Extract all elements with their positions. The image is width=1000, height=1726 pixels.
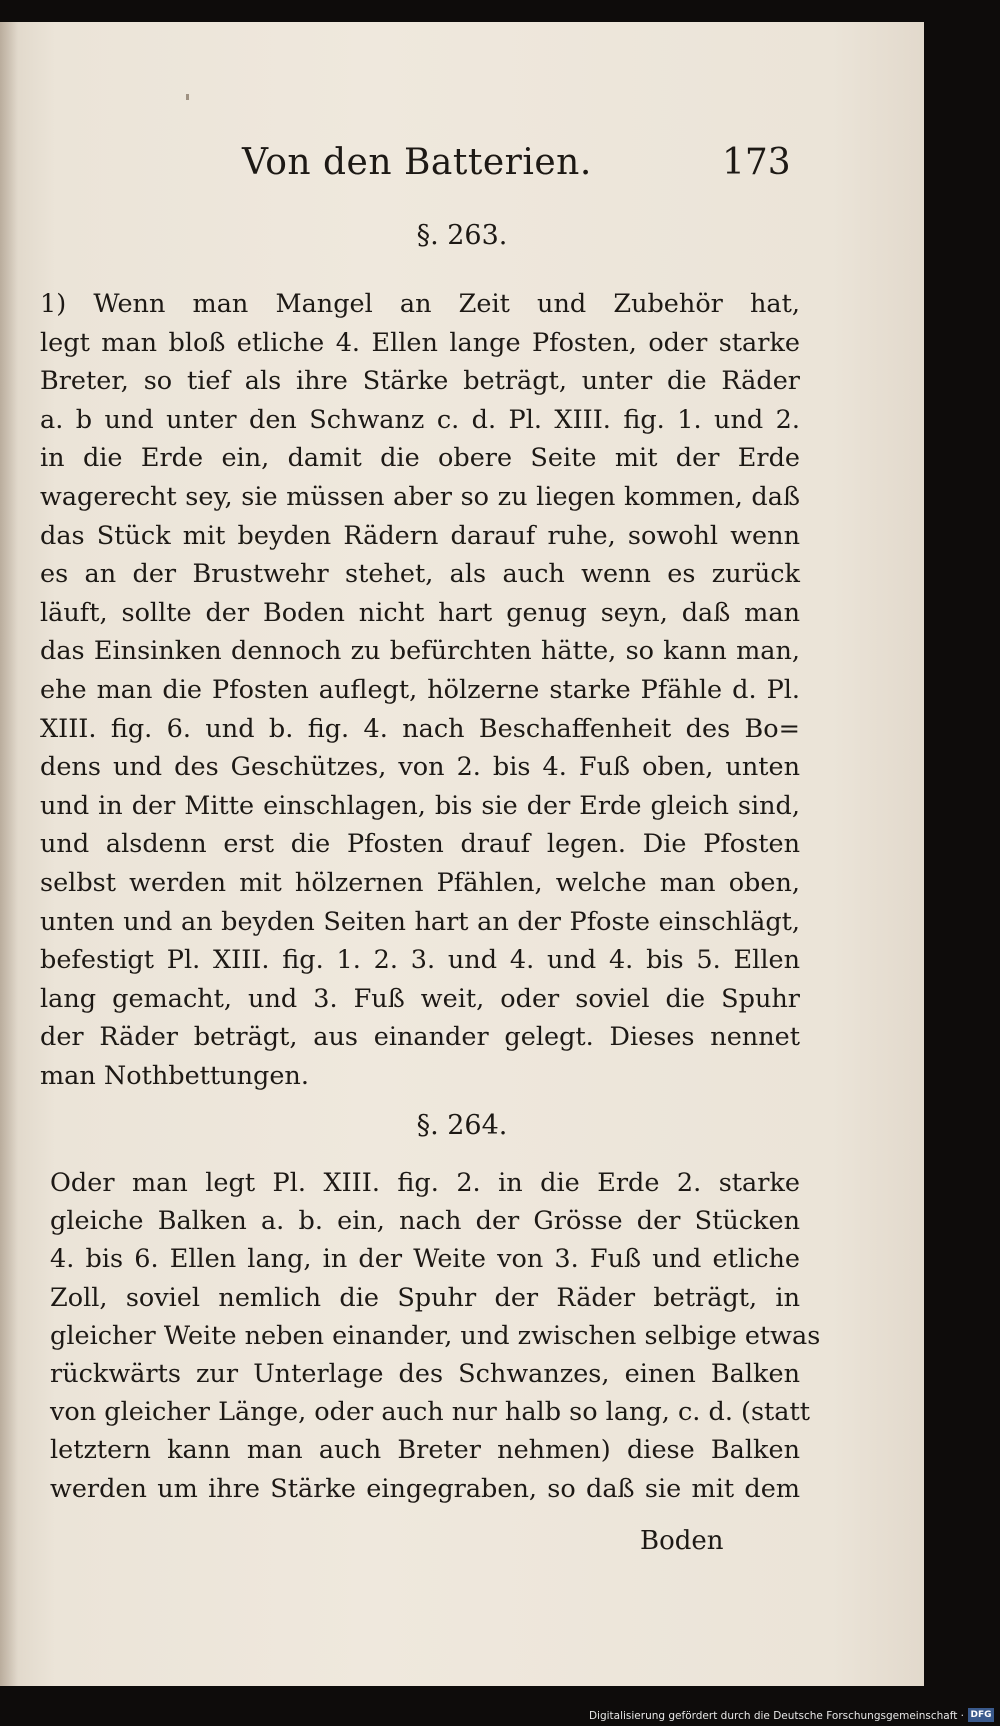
text-line: gleicher Weite neben einander, und zwischen selbige etwas xyxy=(50,1320,821,1351)
text-line: der Räder beträgt, aus einander gelegt. Dieses nennet xyxy=(40,1022,800,1053)
text-line: von gleicher Länge, oder auch nur halb so lang, c. d. (statt xyxy=(50,1397,811,1428)
paragraph-264 xyxy=(50,1164,821,1508)
ink-speck xyxy=(186,94,189,100)
page-number: 173 xyxy=(722,142,791,183)
text-line: in die Erde ein, damit die obere Seite mit der Erde xyxy=(40,443,800,474)
text-line: wagerecht sey, sie müssen aber so zu liegen kommen, daß xyxy=(40,481,800,512)
text-line: man Nothbettungen. xyxy=(40,1060,309,1091)
text-line: a. b und unter den Schwanz c. d. Pl. XIII. fig. 1. und 2. xyxy=(40,404,800,435)
text-line: das Einsinken dennoch zu befürchten hätte, so kann man, xyxy=(40,636,800,667)
text-line: 4. bis 6. Ellen lang, in der Weite von 3. Fuß und etliche xyxy=(50,1244,800,1275)
text-line: ehe man die Pfosten auflegt, hölzerne starke Pfähle d. Pl. xyxy=(40,674,800,705)
text-line: Zoll, soviel nemlich die Spuhr der Räder beträgt, in xyxy=(50,1282,800,1313)
text-line: und in der Mitte einschlagen, bis sie der Erde gleich sind, xyxy=(40,790,800,821)
running-title: Von den Batterien. xyxy=(242,142,592,183)
text-line: rückwärts zur Unterlage des Schwanzes, einen Balken xyxy=(50,1358,800,1389)
section-mark-264: §. 264. xyxy=(416,1110,508,1141)
spine-shadow xyxy=(0,22,18,1686)
text-line: unten und an beyden Seiten hart an der Pfoste einschlägt, xyxy=(40,906,800,937)
text-line: 1) Wenn man Mangel an Zeit und Zubehör hat, xyxy=(40,289,800,319)
book-page xyxy=(0,22,924,1686)
page-header xyxy=(0,142,924,202)
text-line: es an der Brustwehr stehet, als auch wenn es zurück xyxy=(40,559,800,590)
text-line: selbst werden mit hölzernen Pfählen, welche man oben, xyxy=(40,867,800,898)
text-line: dens und des Geschützes, von 2. bis 4. Fuß oben, unten xyxy=(40,752,800,783)
text-line: legt man bloß etliche 4. Ellen lange Pfosten, oder starke xyxy=(40,327,800,358)
text-line: werden um ihre Stärke eingegraben, so daß sie mit dem xyxy=(50,1473,800,1504)
dfg-logo: DFG xyxy=(968,1708,994,1722)
digitization-credit: Digitalisierung gefördert durch die Deutsche Forschungsgemeinschaft · xyxy=(588,1710,964,1722)
catchword: Boden xyxy=(640,1526,724,1556)
text-line: befestigt Pl. XIII. fig. 1. 2. 3. und 4. und 4. bis 5. Ellen xyxy=(40,945,800,976)
text-line: das Stück mit beyden Rädern darauf ruhe, sowohl wenn xyxy=(40,520,800,551)
section-mark-263: §. 263. xyxy=(416,220,508,251)
text-line: letztern kann man auch Breter nehmen) diese Balken xyxy=(50,1435,800,1466)
text-line: XIII. fig. 6. und b. fig. 4. nach Beschaffenheit des Bo= xyxy=(40,713,800,744)
text-line: Breter, so tief als ihre Stärke beträgt, unter die Räder xyxy=(40,366,800,397)
text-line: Oder man legt Pl. XIII. fig. 2. in die Erde 2. starke xyxy=(50,1168,800,1198)
text-line: läuft, sollte der Boden nicht hart genug seyn, daß man xyxy=(40,597,800,628)
text-line: und alsdenn erst die Pfosten drauf legen. Die Pfosten xyxy=(40,829,800,860)
text-line: gleiche Balken a. b. ein, nach der Grösse der Stücken xyxy=(50,1206,800,1237)
text-line: lang gemacht, und 3. Fuß weit, oder soviel die Spuhr xyxy=(40,983,800,1014)
paragraph-263 xyxy=(40,285,800,1095)
